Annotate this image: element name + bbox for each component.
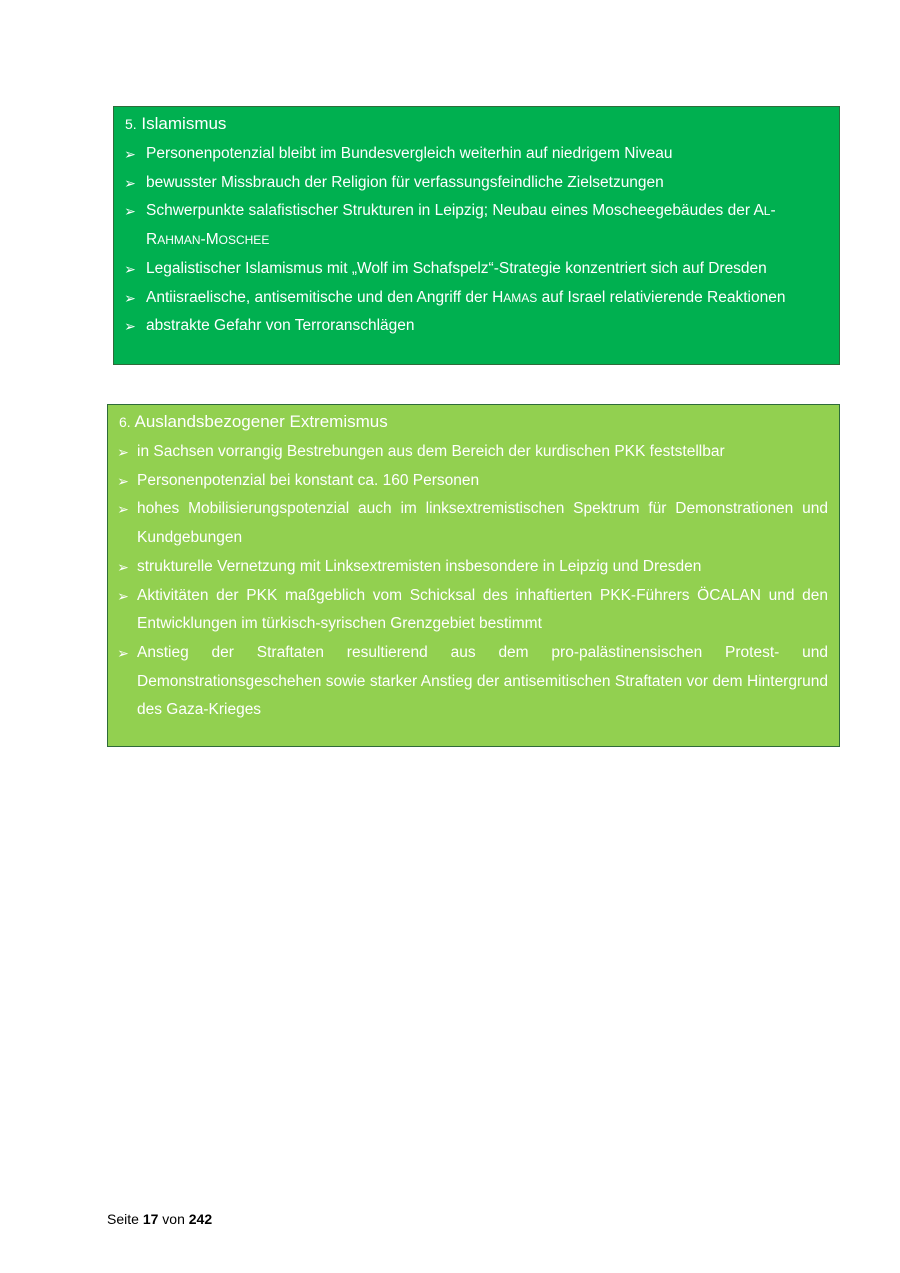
list-item-text: hohes Mobilisierungspotenzial auch im linksextremistischen Spektrum für Demonstrationen und Kundgebungen — [137, 500, 828, 547]
list-item — [111, 438, 828, 467]
arrow-bullet-icon: ➢ — [124, 260, 136, 277]
arrow-bullet-icon: ➢ — [124, 174, 136, 191]
current-page-number: 17 — [142, 1211, 159, 1227]
arrow-bullet-icon: ➢ — [117, 558, 129, 575]
list-item-text: abstrakte Gefahr von Terroranschlägen — [146, 317, 415, 335]
list-item — [120, 255, 829, 284]
footer-prefix: Seite — [107, 1211, 139, 1227]
list-item-text: Schwerpunkte salafistischer Strukturen in Leipzig; Neubau eines Moscheegebäudes der — [146, 202, 750, 220]
list-item — [120, 197, 829, 254]
list-item-text: in Sachsen vorrangig Bestrebungen aus dem Bereich der kurdischen PKK feststellbar — [137, 443, 725, 460]
islamismus-title: Islamismus — [141, 114, 227, 133]
list-item — [111, 639, 828, 725]
page-footer — [107, 1211, 212, 1227]
list-item — [120, 284, 829, 313]
hamas-name: HAMAS — [492, 288, 538, 306]
arrow-bullet-icon: ➢ — [117, 472, 129, 489]
list-item-text: Aktivitäten der PKK maßgeblich vom Schicksal des inhaftierten PKK-Führers ÖCALAN und den Entwicklungen im türkisch-syrischen Grenzgebiet bestimmt — [137, 586, 828, 633]
list-item — [111, 582, 828, 639]
list-item — [120, 169, 829, 198]
mosque-name: AL- RAHMAN-MOSCHEE — [146, 202, 776, 249]
arrow-bullet-icon: ➢ — [124, 289, 136, 306]
list-item — [120, 140, 829, 169]
ausland-number: 6. — [119, 414, 131, 430]
list-item-text: Legalistischer Islamismus mit „Wolf im Schafspelz“-Strategie konzentriert sich auf Dresden — [146, 259, 767, 277]
arrow-bullet-icon: ➢ — [117, 644, 129, 661]
footer-separator: von — [162, 1211, 185, 1227]
ausland-heading — [119, 412, 828, 432]
list-item-text: Personenpotenzial bleibt im Bundesvergleich weiterhin auf niedrigem Niveau — [146, 145, 673, 162]
list-item — [120, 312, 829, 341]
arrow-bullet-icon: ➢ — [117, 444, 129, 460]
list-item-text: strukturelle Vernetzung mit Linksextremisten insbesondere in Leipzig und Dresden — [137, 557, 702, 575]
arrow-bullet-icon: ➢ — [124, 318, 136, 335]
list-item-text: Anstieg der Straftaten resultierend aus dem pro-palästinensischen Protest- und Demonstrationsgeschehen sowie starker Anstieg der antisemitischen Straftaten vor dem Hintergrund des Gaza-Krieges — [137, 643, 828, 719]
ausland-list — [111, 438, 828, 725]
list-item-text: bewusster Missbrauch der Religion für verfassungsfeindliche Zielsetzungen — [146, 173, 664, 191]
arrow-bullet-icon: ➢ — [117, 587, 129, 604]
islamismus-list — [120, 140, 829, 341]
list-item-suffix: auf Israel relativierende Reaktionen — [541, 288, 786, 306]
list-item — [111, 495, 828, 552]
list-item — [111, 553, 828, 582]
islamismus-heading — [125, 114, 829, 134]
ausland-title: Auslandsbezogener Extremismus — [134, 412, 388, 431]
islamismus-number: 5. — [125, 116, 137, 132]
list-item-text: Personenpotenzial bei konstant ca. 160 Personen — [137, 471, 480, 489]
ausland-box — [107, 404, 840, 747]
islamismus-box — [113, 106, 840, 365]
arrow-bullet-icon: ➢ — [124, 203, 136, 220]
arrow-bullet-icon: ➢ — [117, 501, 129, 518]
arrow-bullet-icon: ➢ — [124, 146, 136, 162]
total-pages-number: 242 — [188, 1211, 213, 1227]
list-item — [111, 467, 828, 496]
list-item-text: Antiisraelische, antisemitische und den Angriff der — [146, 288, 488, 306]
